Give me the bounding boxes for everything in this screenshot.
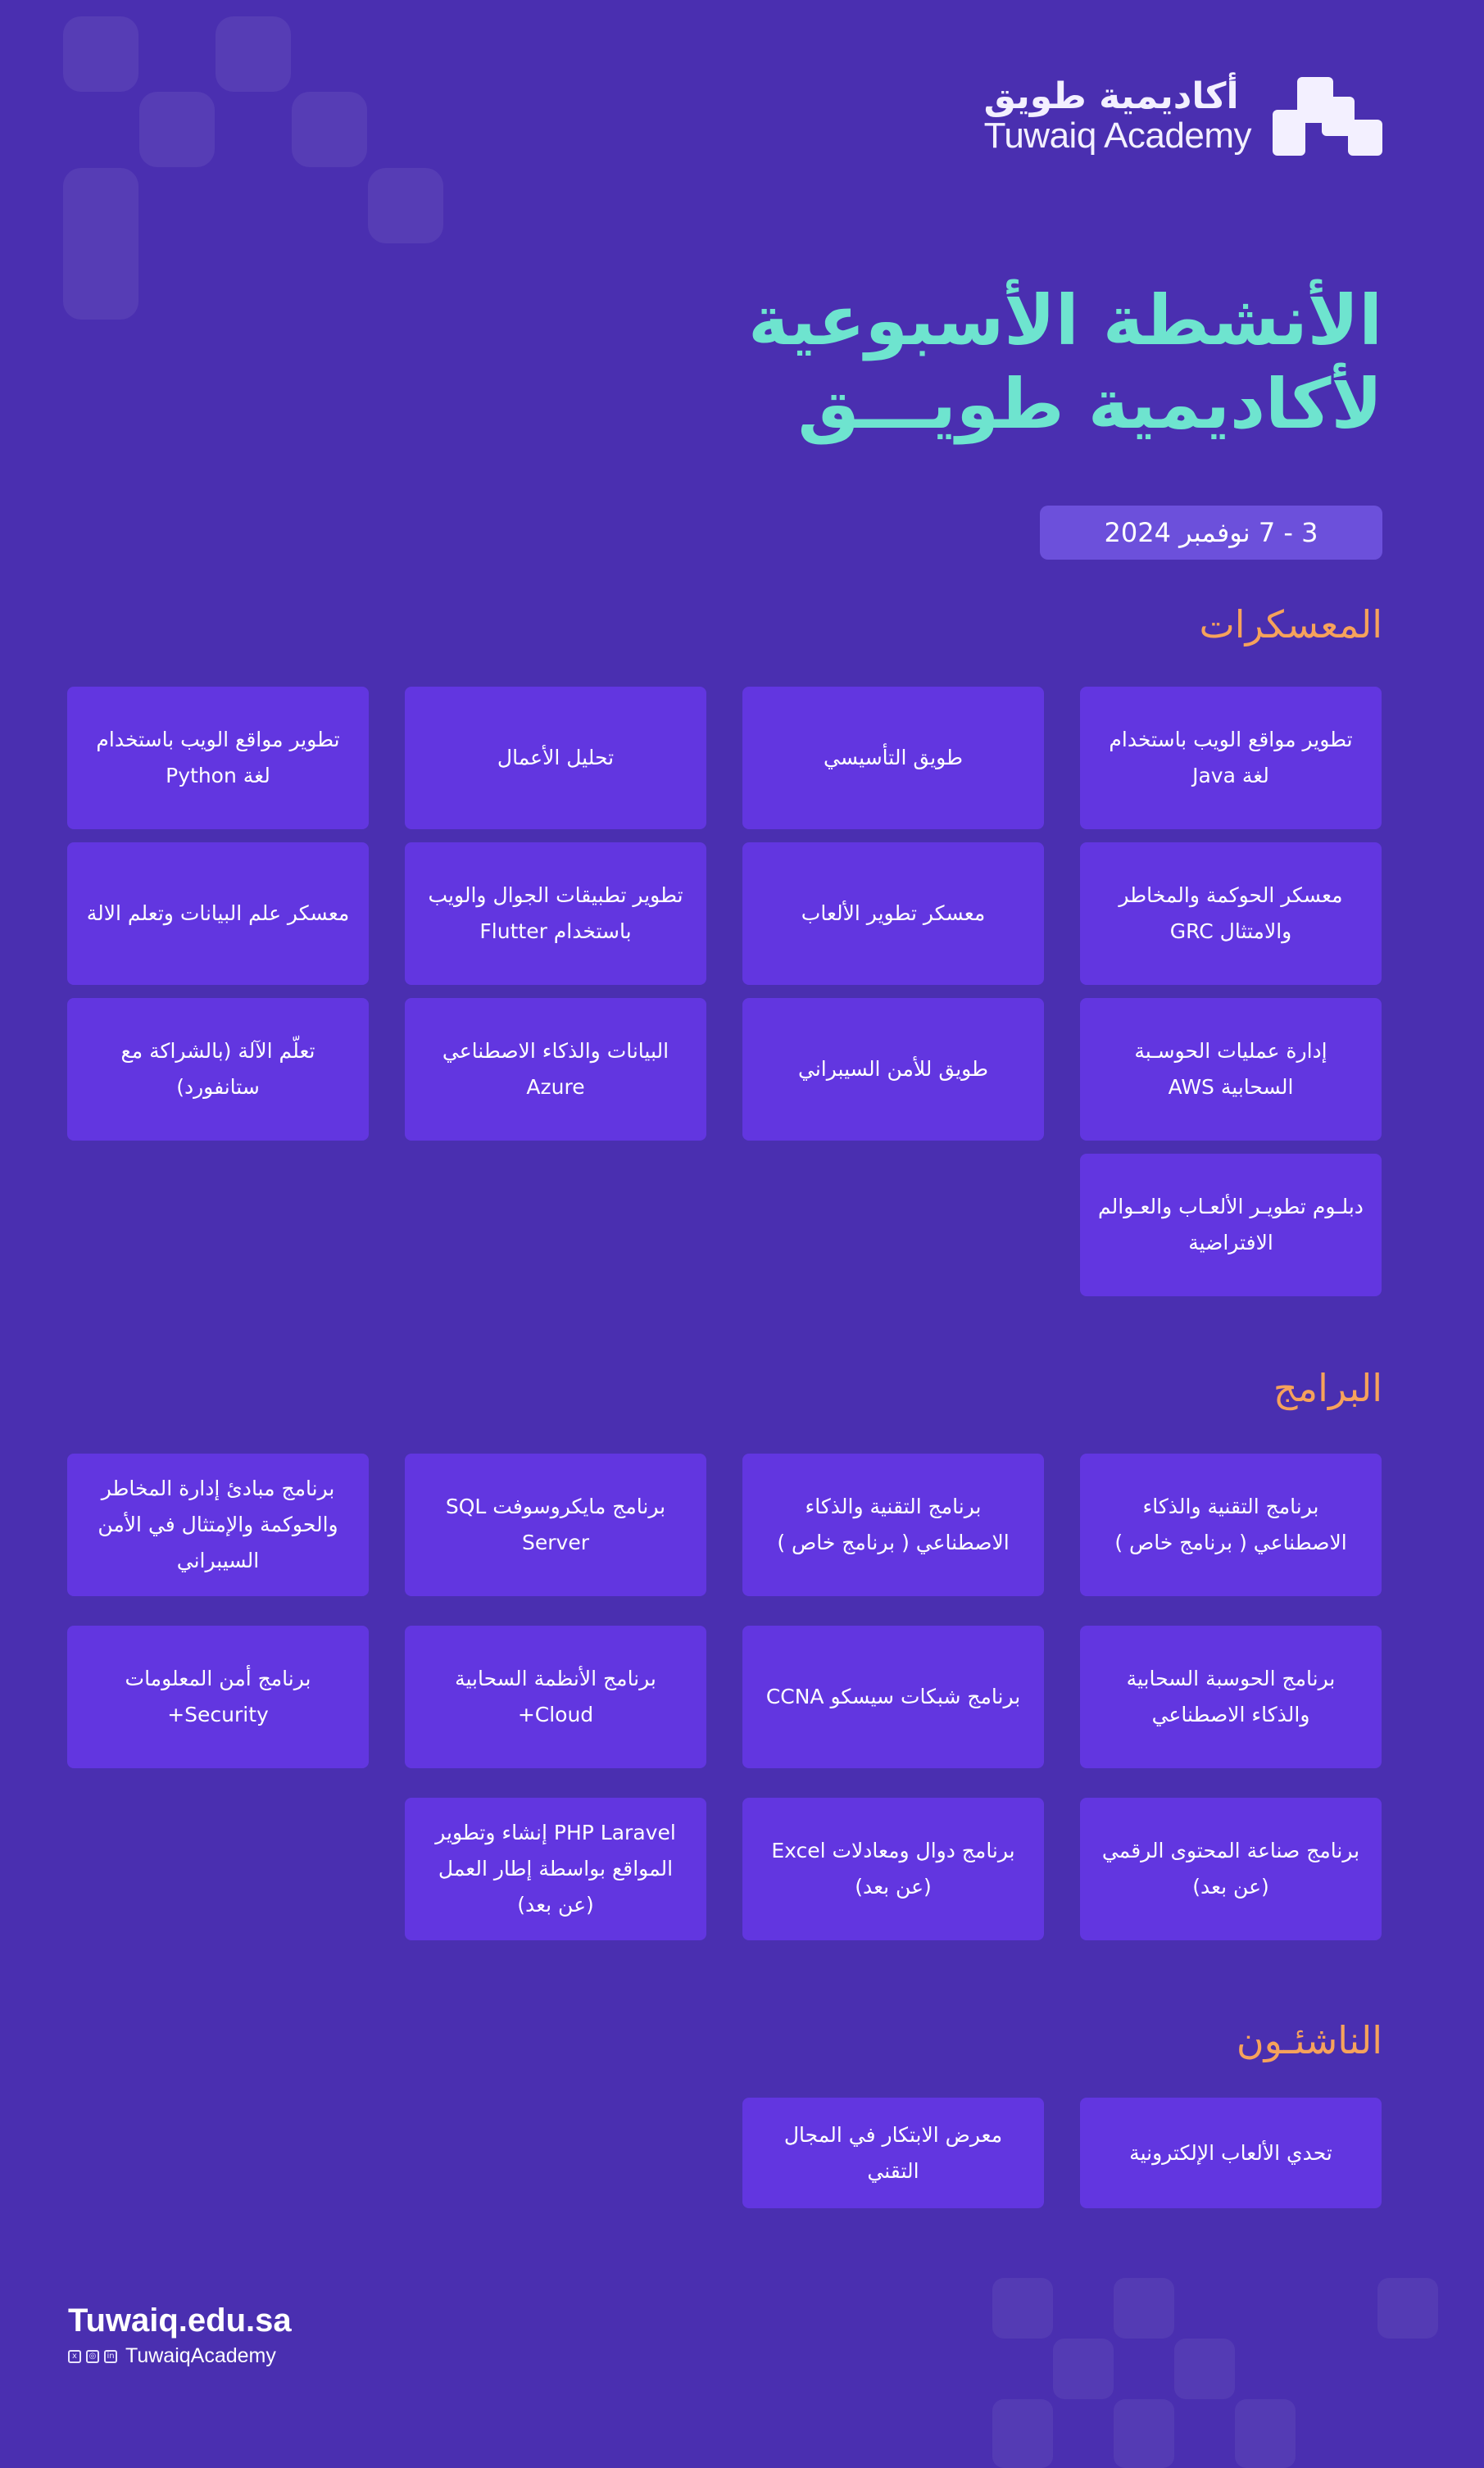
page-title-line-2: لأكاديمية طويـــق — [797, 364, 1382, 445]
program-card — [1080, 1626, 1382, 1768]
camp-card-label: تحليل الأعمال — [497, 746, 615, 770]
program-card-label: برنامج مايكروسوفت SQL Server — [445, 1495, 666, 1554]
camp-card — [67, 998, 369, 1141]
youth-grid — [68, 2098, 1382, 2208]
program-card-label: برنامج التقنية والذكاء الاصطناعي ( برنامج خاص ) — [777, 1495, 1010, 1554]
program-card — [405, 1798, 706, 1940]
camp-card-label: إدارة عمليات الحوسـبة السحابية AWS — [1134, 1039, 1327, 1099]
camp-card — [742, 842, 1044, 985]
camp-card — [742, 998, 1044, 1141]
linkedin-icon[interactable]: in — [104, 2350, 117, 2363]
camp-card-label: البيانات والذكاء الاصطناعي Azure — [442, 1039, 669, 1099]
camp-card-label: تعلّم الآلة (بالشراكة مع ستانفورد) — [120, 1039, 315, 1099]
camp-card-label: معسكر علم البيانات وتعلم الالة — [86, 901, 350, 926]
academy-logo — [984, 75, 1382, 157]
section-title-youth: الناشئـون — [1236, 2018, 1382, 2062]
page-title-line-1: الأنشطة الأسبوعية — [748, 280, 1382, 361]
youth-card — [1080, 2098, 1382, 2208]
footer — [68, 2302, 292, 2368]
camps-grid — [68, 687, 1382, 1296]
camp-card — [742, 687, 1044, 829]
youth-card — [742, 2098, 1044, 2208]
page-title — [748, 279, 1382, 447]
date-text: 3 - 7 نوفمبر 2024 — [1104, 517, 1318, 548]
camp-card — [1080, 687, 1382, 829]
program-card-label: برنامج دوال ومعادلات Excel (عن بعد) — [771, 1839, 1015, 1899]
website-link[interactable]: Tuwaiq.edu.sa — [68, 2302, 292, 2339]
camp-card-label: طويق التأسيسي — [824, 746, 963, 770]
logo-english-text: Tuwaiq Academy — [983, 116, 1251, 156]
program-card-label: برنامج الحوسبة السحابية والذكاء الاصطناعي — [1126, 1667, 1336, 1726]
camp-card — [67, 842, 369, 985]
date-badge — [1040, 506, 1382, 560]
camp-card-label: تطوير تطبيقات الجوال والويب باستخدام Flutter — [428, 883, 683, 943]
camp-card — [1080, 842, 1382, 985]
program-card-label: برنامج شبكات سيسكو CCNA — [765, 1685, 1021, 1709]
program-card-label: برنامج أمن المعلومات Security+ — [125, 1667, 311, 1726]
camp-card-label: معسكر الحوكمة والمخاطر والامتثال GRC — [1119, 883, 1343, 943]
camp-card — [405, 687, 706, 829]
program-card — [67, 1454, 369, 1596]
social-handle: TuwaiqAcademy — [125, 2344, 276, 2367]
logo-arabic-text: أكاديمية طويق — [983, 75, 1239, 117]
program-card — [405, 1454, 706, 1596]
camp-card-label: طويق للأمن السيبراني — [798, 1057, 988, 1082]
camp-card — [405, 998, 706, 1141]
program-card-label: برنامج صناعة المحتوى الرقمي (عن بعد) — [1101, 1839, 1360, 1899]
program-card-label: برنامج التقنية والذكاء الاصطناعي ( برنامج خاص ) — [1114, 1495, 1347, 1554]
camp-card-label: دبلـوم تطويـر الألعـاب والعـوالم الافتراضية — [1098, 1195, 1364, 1254]
camp-card — [1080, 998, 1382, 1141]
program-card — [1080, 1798, 1382, 1940]
section-title-programs: البرامج — [1273, 1366, 1382, 1410]
x-icon[interactable]: x — [68, 2350, 81, 2363]
program-card-label: PHP Laravel إنشاء وتطوير المواقع بواسطة إطار العمل (عن بعد) — [435, 1821, 676, 1917]
camp-card — [405, 842, 706, 985]
program-card — [405, 1626, 706, 1768]
social-row — [68, 2344, 292, 2368]
instagram-icon[interactable]: ◎ — [86, 2350, 99, 2363]
program-card — [67, 1626, 369, 1768]
program-card-label: برنامج مبادئ إدارة المخاطر والحوكمة والإمتثال في الأمن السيبراني — [98, 1477, 338, 1572]
logo-mark-icon — [1273, 77, 1382, 156]
program-card — [742, 1454, 1044, 1596]
camp-card-label: تطوير مواقع الويب باستخدام لغة Python — [96, 728, 340, 787]
camp-card-label: تطوير مواقع الويب باستخدام لغة Java — [1109, 728, 1353, 787]
programs-grid — [68, 1454, 1382, 1940]
camp-card — [67, 687, 369, 829]
program-card-label: برنامج الأنظمة السحابية Cloud+ — [455, 1667, 656, 1726]
program-card — [1080, 1454, 1382, 1596]
youth-card-label: معرض الابتكار في المجال التقني — [783, 2122, 1003, 2183]
program-card — [742, 1798, 1044, 1940]
camp-card — [1080, 1154, 1382, 1296]
camp-card-label: معسكر تطوير الألعاب — [801, 901, 986, 926]
youth-card-label: تحدي الألعاب الإلكترونية — [1129, 2140, 1332, 2165]
program-card — [742, 1626, 1044, 1768]
section-title-camps: المعسكرات — [1199, 602, 1382, 646]
